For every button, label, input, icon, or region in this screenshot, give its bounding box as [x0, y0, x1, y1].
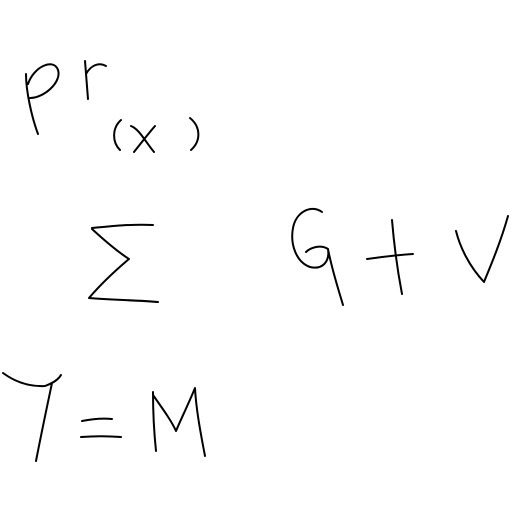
stroke-y [3, 373, 61, 461]
handwritten-y-equals-m [3, 373, 205, 461]
stroke-open-paren [114, 120, 121, 150]
stroke-m [153, 388, 205, 456]
stroke-v [456, 216, 508, 282]
handwritten-sigma [89, 225, 158, 302]
stroke-equals-top [82, 419, 112, 421]
stroke-sigma [89, 225, 158, 302]
stroke-plus-vertical [392, 220, 402, 294]
stroke-close-paren [190, 118, 198, 150]
stroke-equals-bottom [81, 436, 121, 437]
handwritten-g-plus-v [292, 209, 508, 305]
stroke-plus-horizontal [367, 254, 413, 259]
handwritten-pr [26, 61, 106, 134]
handwritten-subscript-x [114, 118, 198, 152]
stroke-g [292, 209, 343, 305]
stroke-x [131, 126, 155, 152]
stroke-r [85, 61, 106, 99]
stroke-p [26, 64, 59, 134]
